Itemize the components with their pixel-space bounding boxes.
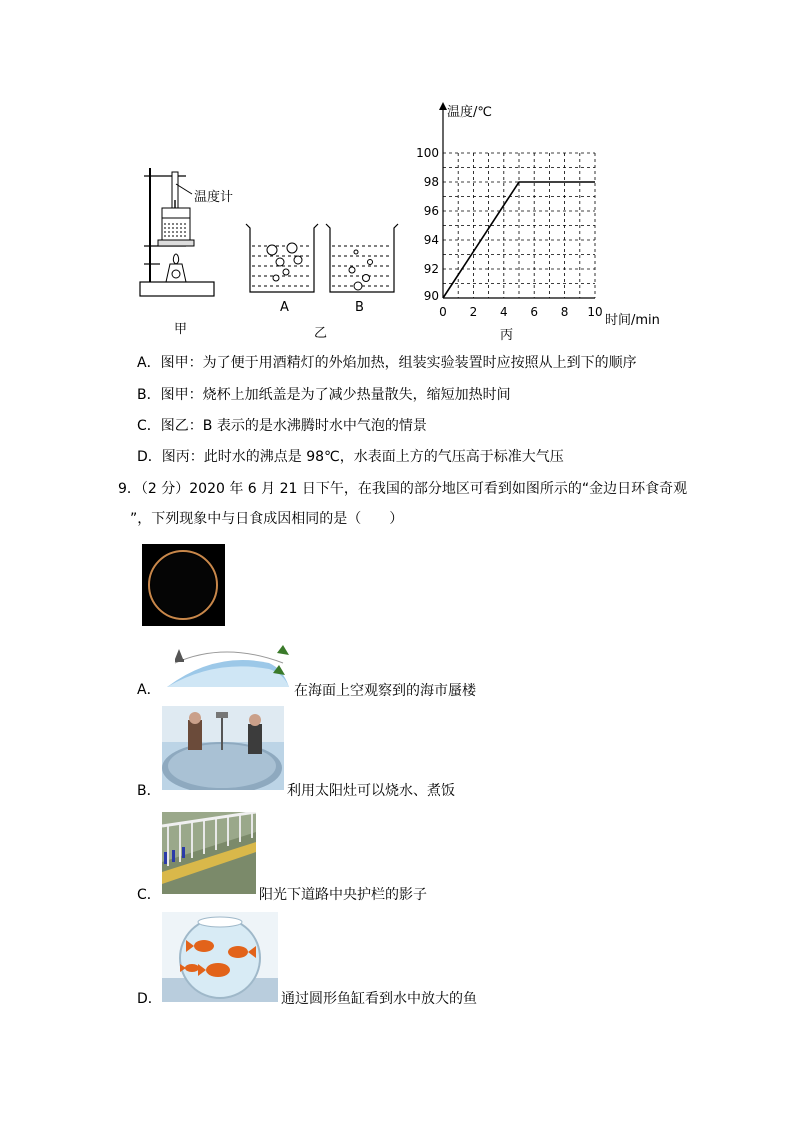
q8-option-d-letter: D． xyxy=(137,449,162,465)
figure-jia-caption: 甲 xyxy=(174,322,188,337)
x-axis-label: 时间/min xyxy=(605,313,660,328)
x-tick-label: 2 xyxy=(469,305,478,319)
q9-choice-b-letter[interactable]: B． xyxy=(137,783,161,799)
q9-choice-a-letter[interactable]: A． xyxy=(137,682,161,698)
x-tick-label: 8 xyxy=(560,305,569,319)
beaker-a xyxy=(246,224,318,292)
x-tick-label: 6 xyxy=(530,305,539,319)
thermometer-label: 温度计 xyxy=(194,190,234,205)
mirage-image xyxy=(165,643,292,688)
q8-option-c-text: 图乙：B 表示的是水沸腾时水中气泡的情景 xyxy=(160,418,427,434)
q8-option-a[interactable] xyxy=(137,352,637,372)
q8-option-d-text: 图丙：此时水的沸点是 98℃，水表面上方的气压高于标准大气压 xyxy=(161,449,564,465)
beaker-a-label: A xyxy=(280,300,289,315)
y-tick-label: 98 xyxy=(423,175,439,189)
x-tick-label: 10 xyxy=(587,305,603,319)
q8-option-c-letter: C． xyxy=(137,418,161,434)
y-axis-arrow xyxy=(439,102,447,110)
q9-choice-c-letter[interactable]: C． xyxy=(137,887,161,903)
q9-choice-a-text[interactable]: 在海面上空观察到的海市蜃楼 xyxy=(294,683,476,699)
y-tick-label: 100 xyxy=(416,146,439,160)
q9-choice-c-text[interactable]: 阳光下道路中央护栏的影子 xyxy=(259,887,427,903)
temperature-time-chart xyxy=(415,98,675,340)
q9-choice-d-letter[interactable]: D． xyxy=(137,991,162,1007)
y-axis-label: 温度/℃ xyxy=(447,105,492,120)
q9-choice-b-text[interactable]: 利用太阳灶可以烧水、煮饭 xyxy=(287,783,455,799)
boiling-apparatus-figure xyxy=(136,160,246,305)
q9-stem-line1: 9．（2 分）2020 年 6 月 21 日下午，在我国的部分地区可看到如图所示的“金边日环食奇观 xyxy=(118,481,688,497)
beaker-b xyxy=(326,224,398,292)
chart-grid xyxy=(443,153,595,298)
y-tick-label: 90 xyxy=(423,289,439,303)
q8-option-b-letter: B． xyxy=(137,387,161,403)
beaker-b-label: B xyxy=(355,300,364,315)
q9-choice-d-text[interactable]: 通过圆形鱼缸看到水中放大的鱼 xyxy=(281,991,477,1007)
y-tick-label: 94 xyxy=(423,233,439,247)
q8-option-a-text: 图甲：为了便于用酒精灯的外焰加热，组装实验装置时应按照从上到下的顺序 xyxy=(160,355,637,371)
q8-option-b-text: 图甲：烧杯上加纸盖是为了减少热量散失，缩短加热时间 xyxy=(160,387,511,403)
y-tick-label: 96 xyxy=(423,204,439,218)
y-tick-label: 92 xyxy=(423,262,439,276)
figure-yi-caption: 乙 xyxy=(314,326,328,341)
x-tick-label: 4 xyxy=(499,305,508,319)
q8-option-d[interactable] xyxy=(137,446,564,466)
guardrail-shadow-image xyxy=(162,812,256,894)
fish-bowl-image xyxy=(162,912,278,1002)
q8-option-c[interactable] xyxy=(137,415,427,435)
bubble-beakers-figure xyxy=(240,220,410,300)
x-tick-label: 0 xyxy=(439,305,447,319)
q8-option-b[interactable] xyxy=(137,384,511,404)
annular-eclipse-image xyxy=(142,544,225,626)
solar-cooker-image xyxy=(162,706,284,790)
q8-option-a-letter: A． xyxy=(137,355,161,371)
q9-stem-line2: ”，下列现象中与日食成因相同的是（ ） xyxy=(130,511,404,527)
figure-bing-caption: 丙 xyxy=(500,328,514,343)
